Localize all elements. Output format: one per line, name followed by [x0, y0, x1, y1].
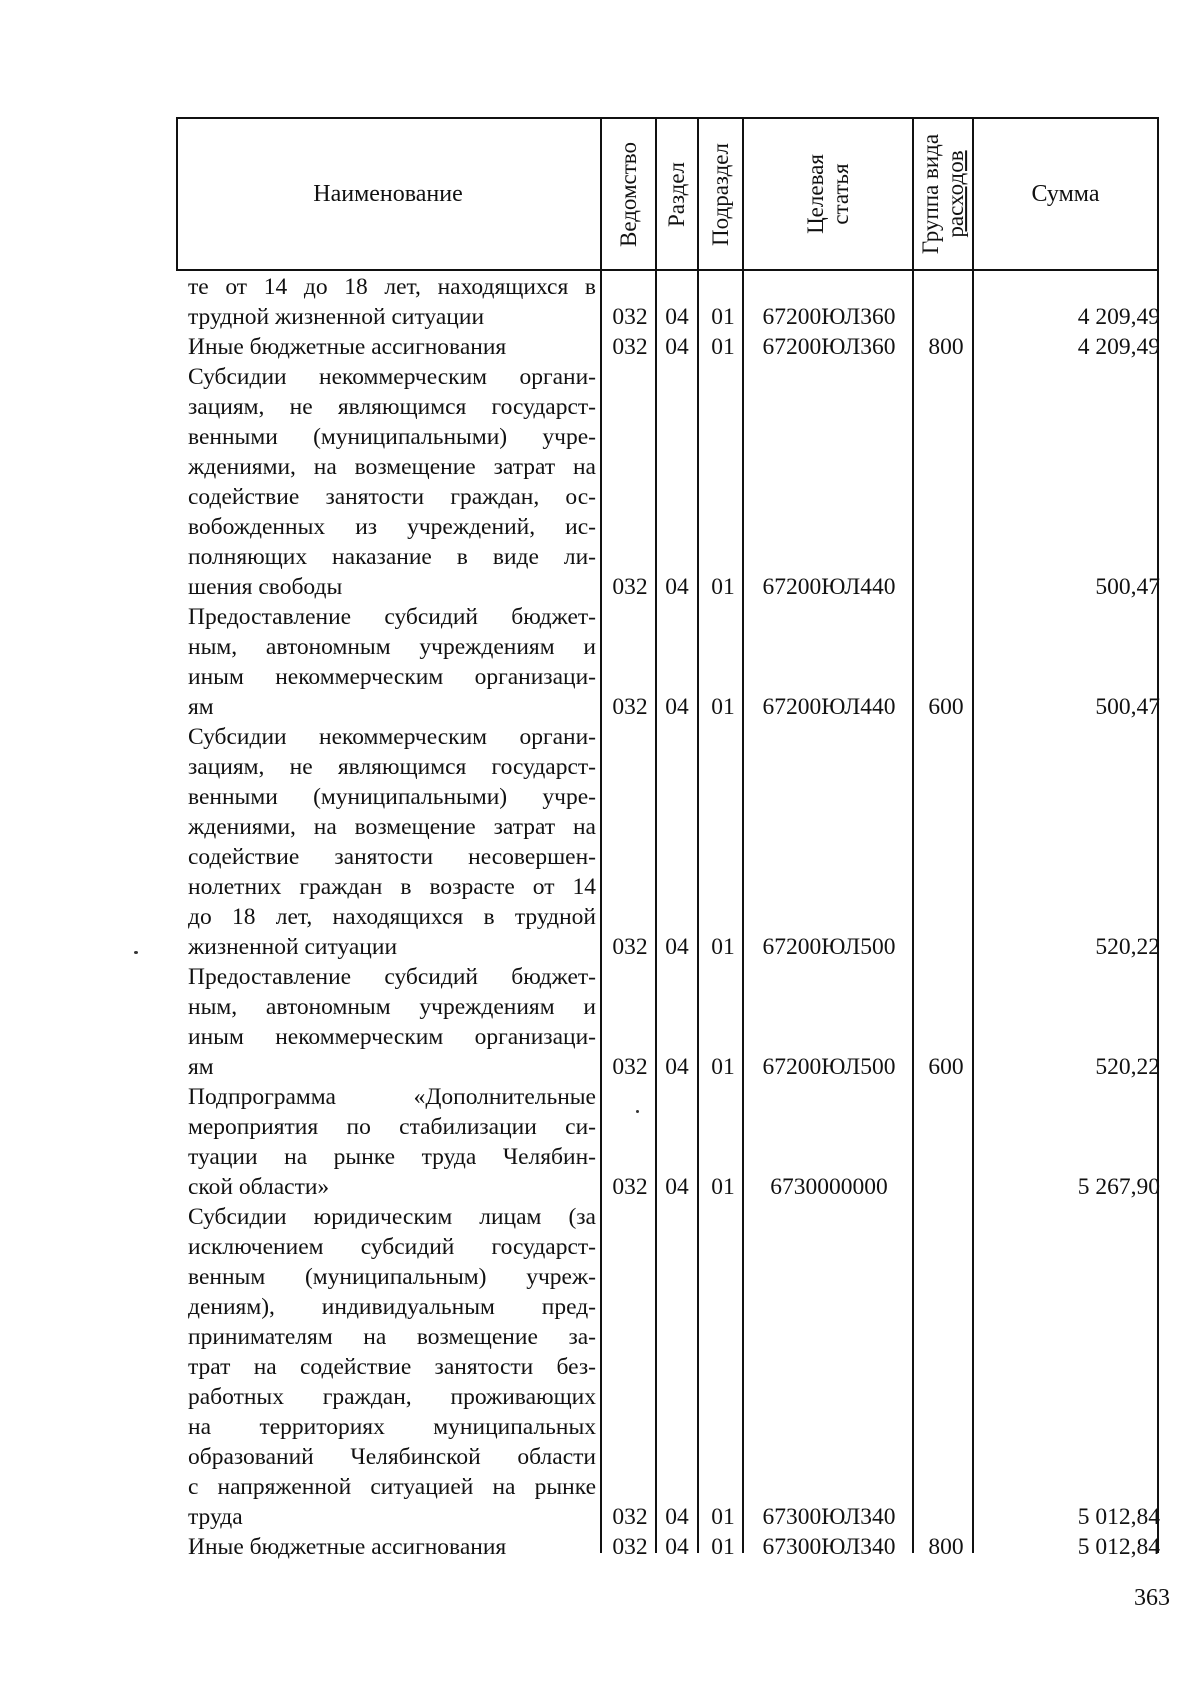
header-bottom-border [176, 269, 1158, 271]
row-name-line: Субсидии некоммерческим органи- [188, 364, 596, 390]
row-name-line: содействие занятости граждан, ос- [188, 484, 596, 510]
row-name-line: ям [188, 1054, 214, 1080]
row-celevaya: 67200ЮЛ500 [762, 934, 896, 960]
row-vedomstvo: 032 [612, 334, 648, 360]
row-name-line: ждениями, на возмещение затрат на [188, 814, 596, 840]
row-name [188, 332, 596, 362]
row-name-line: ской области» [188, 1174, 330, 1200]
row-gruppa [916, 1172, 976, 1202]
row-razdel: 04 [665, 304, 689, 330]
row-summa: 500,47 [1095, 694, 1160, 720]
row-name-line: Иные бюджетные ассигнования [188, 334, 507, 360]
header-razdel-label: Раздел [664, 161, 690, 227]
row-vedomstvo: 032 [612, 934, 648, 960]
row-gruppa: 600 [928, 694, 964, 720]
row-podrazdel: 01 [711, 304, 735, 330]
row-podrazdel: 01 [711, 1504, 735, 1530]
row-name-line: Субсидии некоммерческим органи- [188, 724, 596, 750]
row-summa: 520,22 [1095, 934, 1160, 960]
scan-speck [134, 951, 138, 954]
row-celevaya: 67200ЮЛ440 [762, 694, 896, 720]
row-name [188, 602, 596, 722]
header-podrazdel-label: Подраздел [708, 142, 734, 246]
row-vedomstvo: 032 [612, 694, 648, 720]
row-name-line: на территориях муниципальных [188, 1414, 596, 1440]
page-number: 363 [1134, 1585, 1170, 1611]
row-razdel: 04 [665, 1174, 689, 1200]
row-name-line: Предоставление субсидий бюджет- [188, 604, 596, 630]
row-name-line: ждениями, на возмещение затрат на [188, 454, 596, 480]
col-divider-podrazdel [697, 117, 699, 1553]
row-name-line: туации на рынке труда Челябин- [188, 1144, 596, 1170]
row-summa: 500,47 [1095, 574, 1160, 600]
row-name-line: полняющих наказание в виде ли- [188, 544, 596, 570]
header-name: Наименование [313, 180, 463, 207]
row-razdel: 04 [665, 574, 689, 600]
row-podrazdel: 01 [711, 694, 735, 720]
header-celevaya [744, 119, 912, 269]
row-name-line: шения свободы [188, 574, 343, 600]
row-name [188, 362, 596, 602]
row-gruppa [916, 932, 976, 962]
row-summa: 5 267,90 [1077, 1174, 1160, 1200]
row-name-line: Подпрограмма «Дополнительные [188, 1084, 596, 1110]
row-razdel: 04 [665, 1504, 689, 1530]
row-name-line: до 18 лет, находящихся в трудной [188, 904, 596, 930]
row-summa: 5 012,84 [1077, 1534, 1160, 1560]
row-vedomstvo: 032 [612, 1174, 648, 1200]
col-divider-gruppa [912, 117, 914, 1553]
row-name-line: Иные бюджетные ассигнования [188, 1534, 507, 1560]
row-razdel: 04 [665, 934, 689, 960]
row-podrazdel: 01 [711, 934, 735, 960]
header-razdel [657, 119, 697, 269]
row-gruppa: 800 [928, 1534, 964, 1560]
row-name-line: зациям, не являющимся государст- [188, 754, 596, 780]
row-gruppa [916, 572, 976, 602]
row-razdel: 04 [665, 1054, 689, 1080]
row-vedomstvo: 032 [612, 574, 648, 600]
row-name [188, 1202, 596, 1532]
row-name-line: дениям), индивидуальным пред- [188, 1294, 596, 1320]
row-name-line: жизненной ситуации [188, 934, 398, 960]
header-vedomstvo [602, 119, 655, 269]
row-name-line: те от 14 до 18 лет, находящихся в [188, 274, 596, 300]
row-name-line: ным, автономным учреждениям и [188, 994, 596, 1020]
row-summa: 5 012,84 [1077, 1504, 1160, 1530]
row-vedomstvo: 032 [612, 1054, 648, 1080]
row-vedomstvo: 032 [612, 1504, 648, 1530]
row-summa: 520,22 [1095, 1054, 1160, 1080]
row-name-line: работных граждан, проживающих [188, 1384, 596, 1410]
scan-speck [636, 1110, 639, 1113]
row-vedomstvo: 032 [612, 1534, 648, 1560]
row-name-line: Предоставление субсидий бюджет- [188, 964, 596, 990]
row-vedomstvo: 032 [612, 304, 648, 330]
row-name [188, 1532, 596, 1562]
header-gruppa-line1: Группа вида [918, 133, 944, 255]
row-podrazdel: 01 [711, 574, 735, 600]
row-gruppa [916, 1502, 976, 1532]
row-podrazdel: 01 [711, 1054, 735, 1080]
row-name-line: принимателям на возмещение за- [188, 1324, 596, 1350]
row-gruppa [916, 302, 976, 332]
row-celevaya: 67200ЮЛ500 [762, 1054, 896, 1080]
row-name-line: образований Челябинской области [188, 1444, 596, 1470]
row-name-line: венными (муниципальными) учре- [188, 784, 596, 810]
row-name-line: мероприятия по стабилизации си- [188, 1114, 596, 1140]
col-divider-razdel [655, 117, 657, 1553]
row-name-line: ям [188, 694, 214, 720]
row-name-line: зациям, не являющимся государст- [188, 394, 596, 420]
row-podrazdel: 01 [711, 334, 735, 360]
header-gruppa [914, 119, 972, 269]
row-name-line: исключением субсидий государст- [188, 1234, 596, 1260]
row-name [188, 1082, 596, 1202]
row-celevaya: 67200ЮЛ360 [762, 334, 896, 360]
row-celevaya: 67300ЮЛ340 [762, 1534, 896, 1560]
row-name [188, 272, 596, 332]
row-celevaya: 6730000000 [770, 1174, 888, 1200]
row-name [188, 962, 596, 1082]
row-name-line: вобожденных из учреждений, ис- [188, 514, 596, 540]
row-name [188, 722, 596, 962]
row-name-line: трат на содействие занятости без- [188, 1354, 596, 1380]
row-name-line: трудной жизненной ситуации [188, 304, 485, 330]
row-celevaya: 67200ЮЛ360 [762, 304, 896, 330]
row-name-line: Субсидии юридическим лицам (за [188, 1204, 596, 1230]
header-celevaya-line2: статья [827, 163, 853, 225]
row-gruppa: 600 [928, 1054, 964, 1080]
row-podrazdel: 01 [711, 1534, 735, 1560]
row-razdel: 04 [665, 694, 689, 720]
header-vedomstvo-label: Ведомство [616, 141, 641, 247]
header-celevaya-line1: Целевая [802, 154, 828, 234]
row-name-line: иным некоммерческим организаци- [188, 1024, 596, 1050]
row-celevaya: 67200ЮЛ440 [762, 574, 896, 600]
row-name-line: нолетних граждан в возрасте от 14 [188, 874, 596, 900]
row-name-line: ным, автономным учреждениям и [188, 634, 596, 660]
header-gruppa-line2: расходов [943, 150, 969, 238]
row-name-line: венными (муниципальными) учре- [188, 424, 596, 450]
col-divider-ved [600, 117, 602, 1553]
row-summa: 4 209,49 [1077, 334, 1160, 360]
row-razdel: 04 [665, 334, 689, 360]
row-razdel: 04 [665, 1534, 689, 1560]
row-podrazdel: 01 [711, 1174, 735, 1200]
row-summa: 4 209,49 [1077, 304, 1160, 330]
row-name-line: венным (муниципальным) учреж- [188, 1264, 596, 1290]
header-gruppa-label [918, 134, 968, 254]
row-celevaya: 67300ЮЛ340 [762, 1504, 896, 1530]
row-gruppa: 800 [928, 334, 964, 360]
row-name-line: содействие занятости несовершен- [188, 844, 596, 870]
header-celevaya-label [803, 154, 853, 234]
header-summa: Сумма [1031, 180, 1100, 207]
row-name-line: иным некоммерческим организаци- [188, 664, 596, 690]
header-podrazdel [699, 119, 742, 269]
row-name-line: труда [188, 1504, 243, 1530]
row-name-line: с напряженной ситуацией на рынке [188, 1474, 596, 1500]
